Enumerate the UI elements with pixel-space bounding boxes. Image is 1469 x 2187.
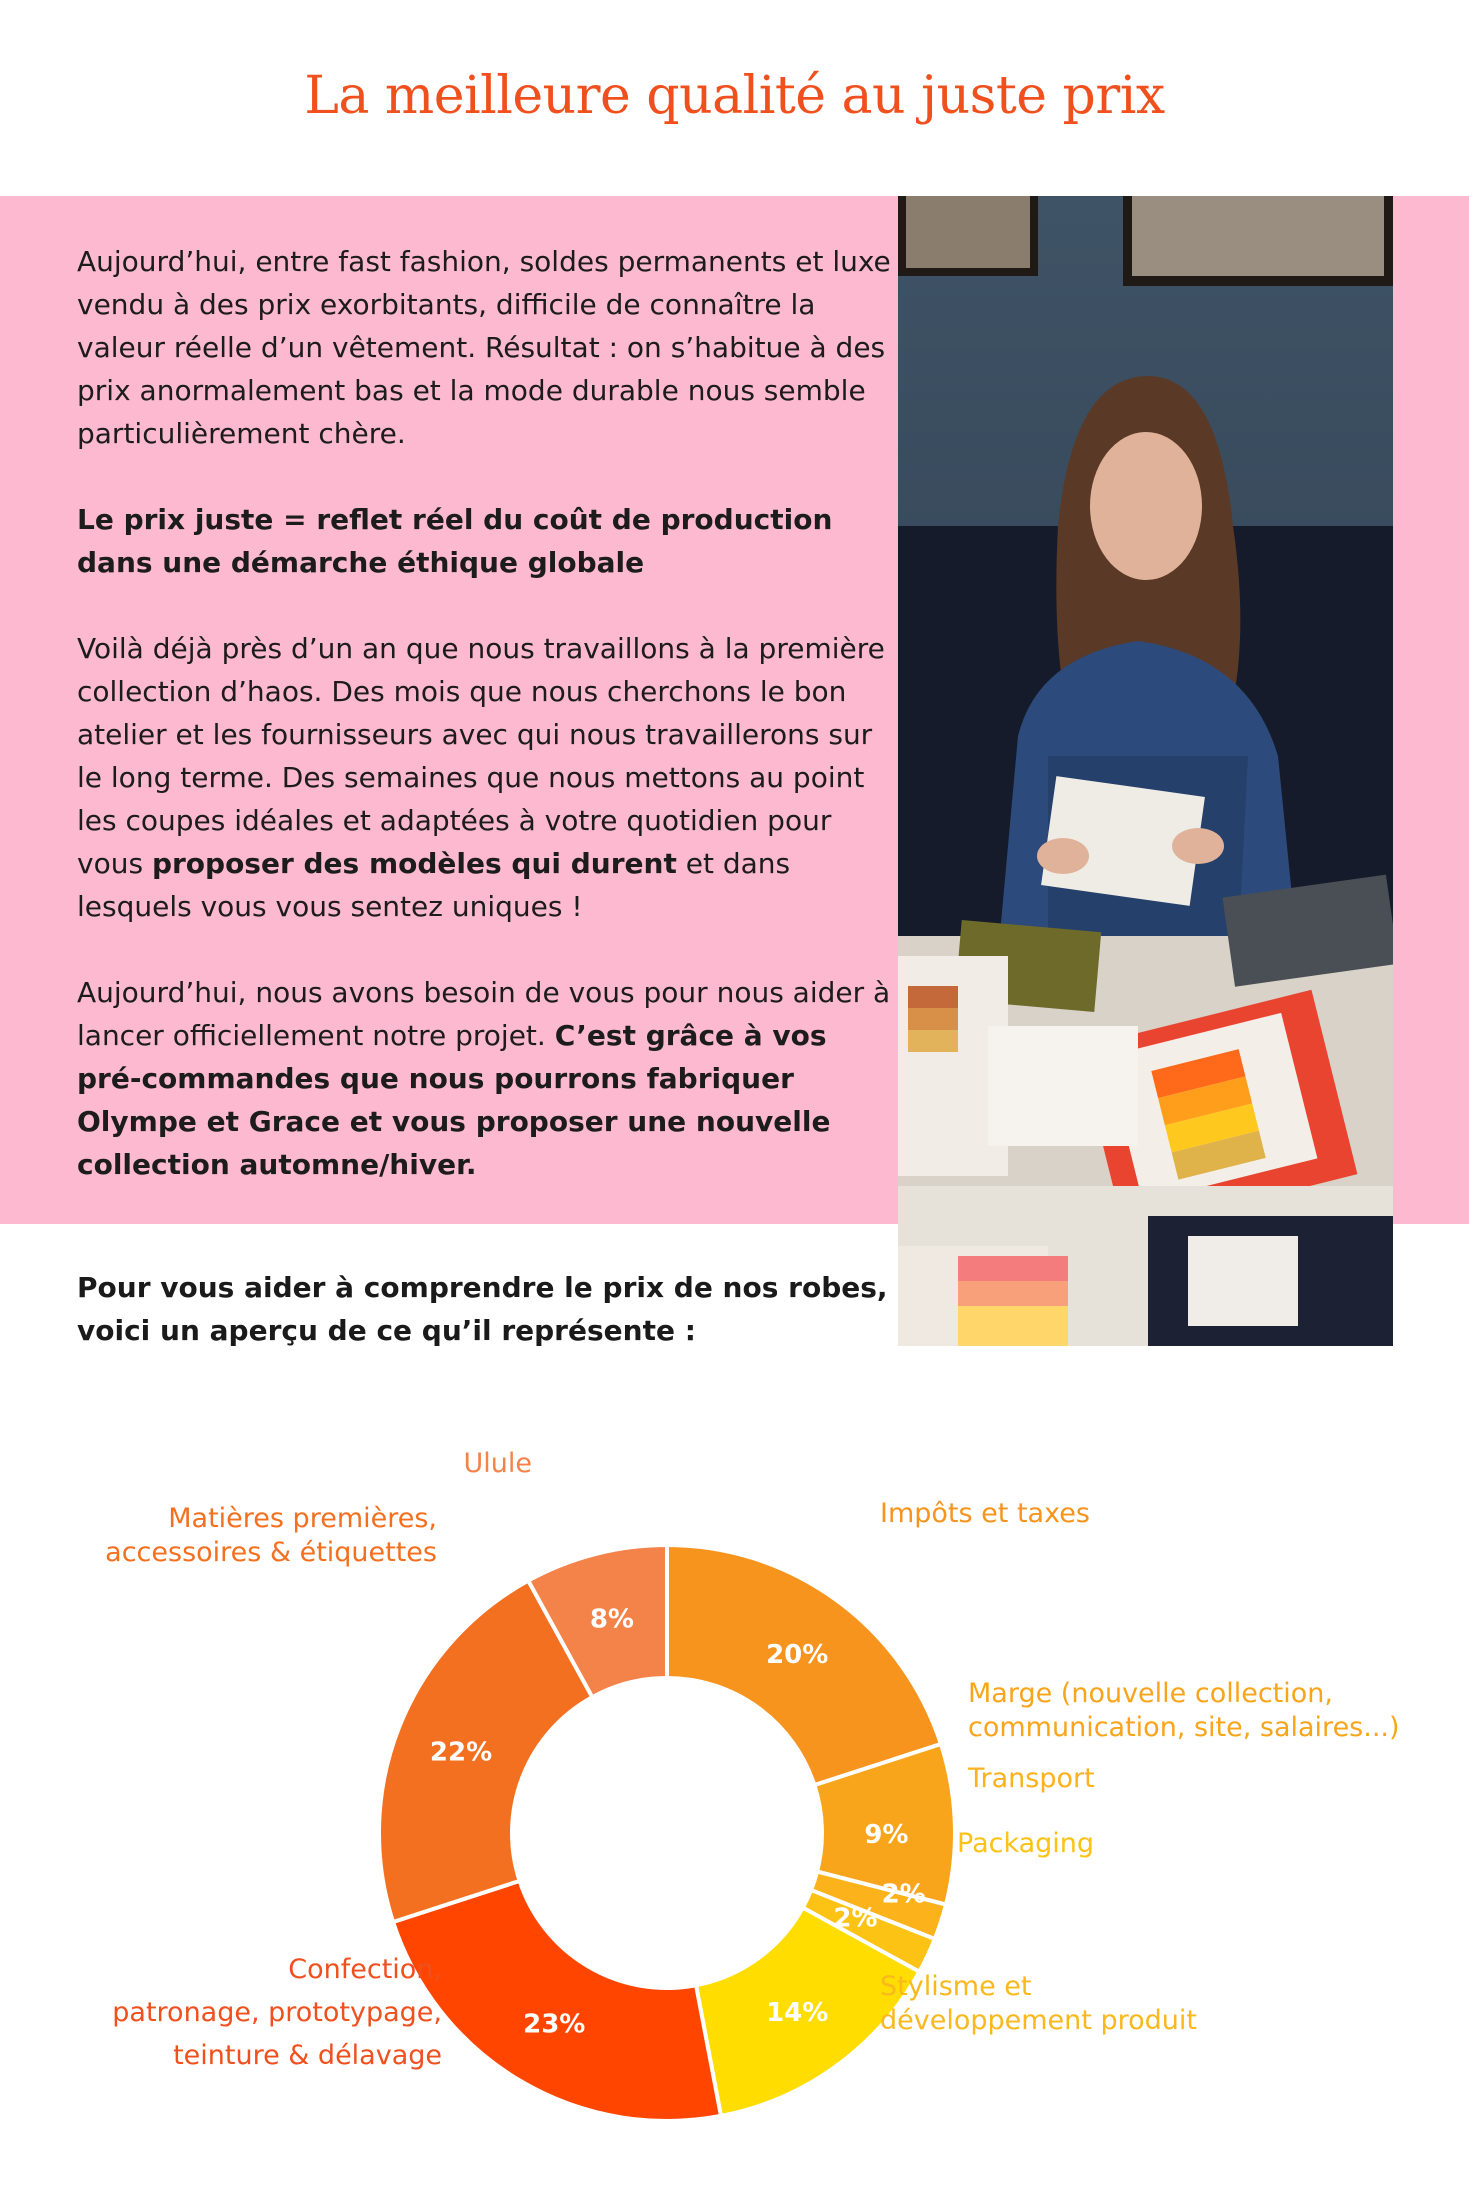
slice-category-label: Transport xyxy=(968,1763,1095,1794)
intro-p3-text-c: et dans lesquels vous vous sentez uniques ! xyxy=(77,847,791,923)
slice-category-label: Packaging xyxy=(957,1828,1095,1859)
intro-text xyxy=(77,240,892,1229)
slice-value-label: 9% xyxy=(864,1820,909,1851)
intro-highlight xyxy=(77,498,892,584)
slice-value-label: 14% xyxy=(766,1998,829,2029)
price-breakdown-donut-chart xyxy=(0,1400,1469,2187)
slice-value-label: 8% xyxy=(589,1604,634,1635)
intro-p3-bold: proposer des modèles qui durent xyxy=(151,847,677,880)
intro-p3-text-a: Voilà déjà près d’un an que nous travaillons à la première collection d’haos. Des mois que nous cherchons le bon atelier et les fournisseurs avec qui nous travaillerons sur le long terme. Des semaines que nous mettons au point les coupes idéales et adaptées à votre quotidien pour vous xyxy=(77,632,885,880)
intro-highlight-text: Le prix juste = reflet réel du coût de production dans une démarche éthique globale xyxy=(77,503,833,579)
intro-paragraph-3 xyxy=(77,627,892,928)
intro-p4-text-a: Aujourd’hui, nous avons besoin de vous pour nous aider à lancer officiellement notre projet. xyxy=(77,976,891,1052)
slice-category-label: Impôts et taxes xyxy=(880,1498,1090,1529)
slice-value-label: 22% xyxy=(429,1737,493,1768)
intro-p4-bold: C’est grâce à vos pré-commandes que nous pourrons fabriquer Olympe et Grace et vous proposer une nouvelle collection automne/hiver. xyxy=(77,1019,831,1181)
chart-intro: Pour vous aider à comprendre le prix de nos robes, voici un aperçu de ce qu’il représente : xyxy=(77,1271,888,1347)
founder-photo xyxy=(898,196,1393,1346)
slice-category-label: Matières premières, accessoires & étiquettes xyxy=(105,1503,437,1568)
slice-category-label: Stylisme et développement produit xyxy=(880,1971,1197,2036)
slice-category-label: Ulule xyxy=(463,1448,532,1479)
slice-value-label: 23% xyxy=(523,2009,586,2040)
intro-paragraph-1: Aujourd’hui, entre fast fashion, soldes permanents et luxe vendu à des prix exorbitants, difficile de connaître la valeur réelle d’un vêtement. Résultat : on s’habitue à des prix anormalement bas et la mode durable nous semble particulièrement chère. xyxy=(77,245,891,450)
slice-category-label: Confection, patronage, prototypage, teinture & délavage xyxy=(112,1954,442,2071)
slice-value-label: 2% xyxy=(881,1879,926,1910)
page-title: La meilleure qualité au juste prix xyxy=(304,66,1165,126)
slice-category-label: Marge (nouvelle collection, communication, site, salaires...) xyxy=(968,1678,1400,1743)
slice-value-label: 2% xyxy=(833,1903,878,1934)
slice-value-label: 20% xyxy=(766,1639,829,1670)
donut-slice xyxy=(393,1881,721,2121)
intro-paragraph-4 xyxy=(77,971,892,1186)
